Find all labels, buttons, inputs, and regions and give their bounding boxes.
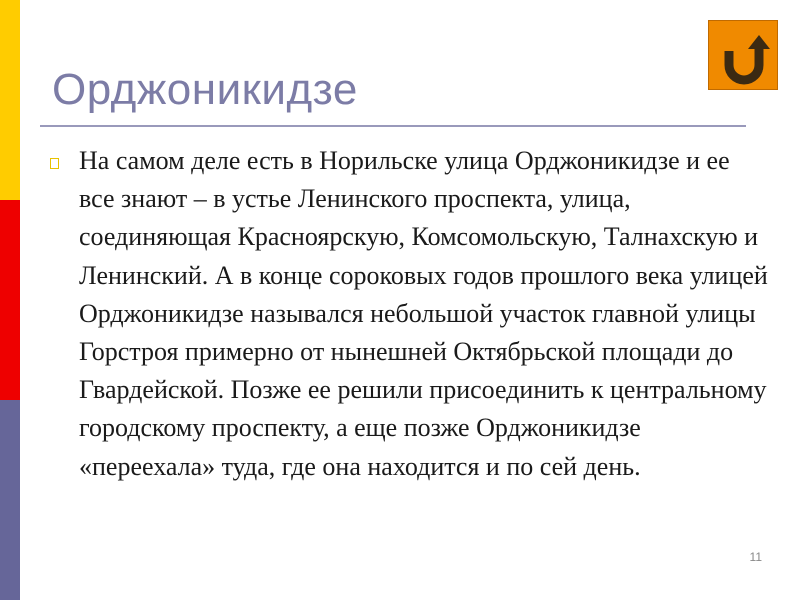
slide-body-text: На самом деле есть в Норильске улица Орджоникидзе и ее все знают – в устье Ленинского проспекта, улица, соединяющая Красноярскую, Комсомольскую, Талнахскую и Ленинский. А в конце сороковых годов прошлого века улицей Орджоникидзе назывался небольшой участок главной улицы Горстроя примерно от нынешней Октябрьской площади до Гвардейской. Позже ее решили присоединить к центральному городскому проспекту, а еще позже Орджоникидзе «переехала» туда, где она находится и по сей день. bbox=[79, 146, 768, 481]
left-stripe-red bbox=[0, 200, 20, 400]
back-nav-button[interactable] bbox=[708, 20, 778, 90]
title-divider bbox=[40, 125, 746, 127]
bullet-icon bbox=[50, 158, 59, 169]
left-stripe-purple bbox=[0, 400, 20, 600]
slide-number: 11 bbox=[749, 550, 762, 564]
slide-title: Орджоникидзе bbox=[52, 65, 358, 114]
left-stripe-yellow bbox=[0, 0, 20, 200]
u-turn-arrow-icon bbox=[709, 21, 779, 91]
